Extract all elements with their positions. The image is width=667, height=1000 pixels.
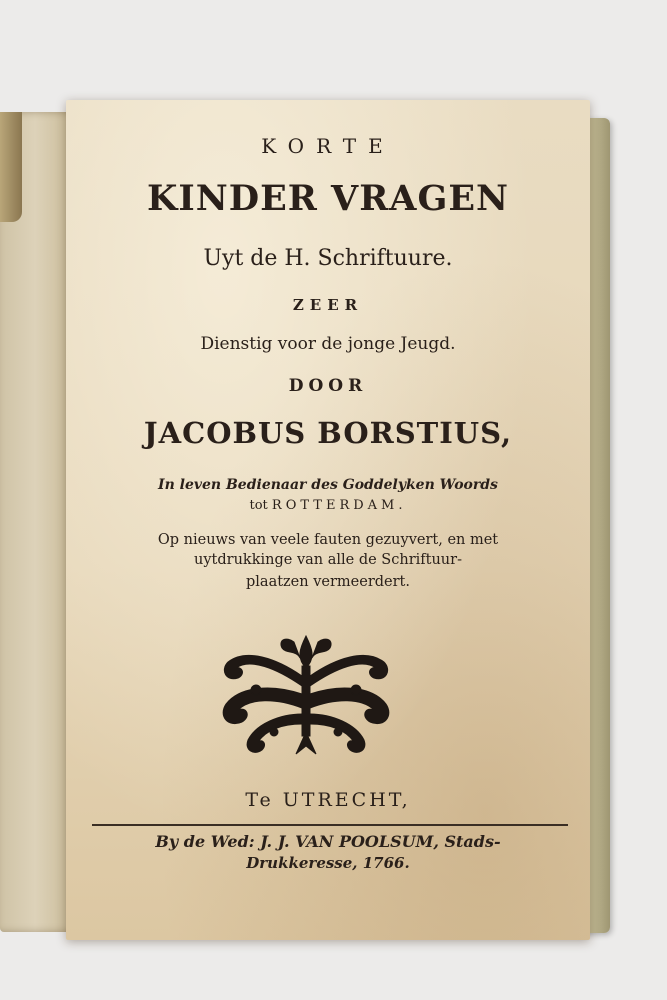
edition-line-1: Op nieuws van veele fauten gezuyvert, en met bbox=[157, 532, 499, 548]
author-name: JACOBUS BORSTIUS, bbox=[143, 416, 513, 450]
dienstig-text: Dienstig voor de jonge Jeugd. bbox=[200, 334, 456, 354]
korte-heading: KORTE bbox=[261, 134, 395, 158]
book-subtitle: Uyt de H. Schriftuure. bbox=[203, 246, 453, 271]
edition-line-2: uytdrukkinge van alle de Schriftuur- bbox=[194, 552, 462, 568]
imprint-rule bbox=[92, 824, 568, 826]
city-name: ROTTERDAM. bbox=[271, 498, 407, 513]
door-text: DOOR bbox=[288, 376, 368, 396]
woodcut-ornament-icon bbox=[216, 628, 396, 766]
title-page bbox=[66, 100, 590, 940]
place-of-print: Te UTRECHT, bbox=[245, 789, 411, 811]
left-page-curl bbox=[0, 112, 22, 222]
author-city-line bbox=[66, 498, 590, 513]
zeer-text: ZEER bbox=[292, 296, 364, 314]
edition-line-3: plaatzen vermeerdert. bbox=[246, 574, 410, 590]
tot-word: tot bbox=[249, 498, 268, 513]
author-role: In leven Bedienaar des Goddelyken Woords bbox=[158, 477, 498, 493]
imprint-line-2: Drukkeresse, 1766. bbox=[246, 854, 410, 872]
book-title: KINDER VRAGEN bbox=[146, 178, 510, 219]
imprint-line-1: By de Wed: J. J. VAN POOLSUM, Stads- bbox=[155, 832, 501, 851]
